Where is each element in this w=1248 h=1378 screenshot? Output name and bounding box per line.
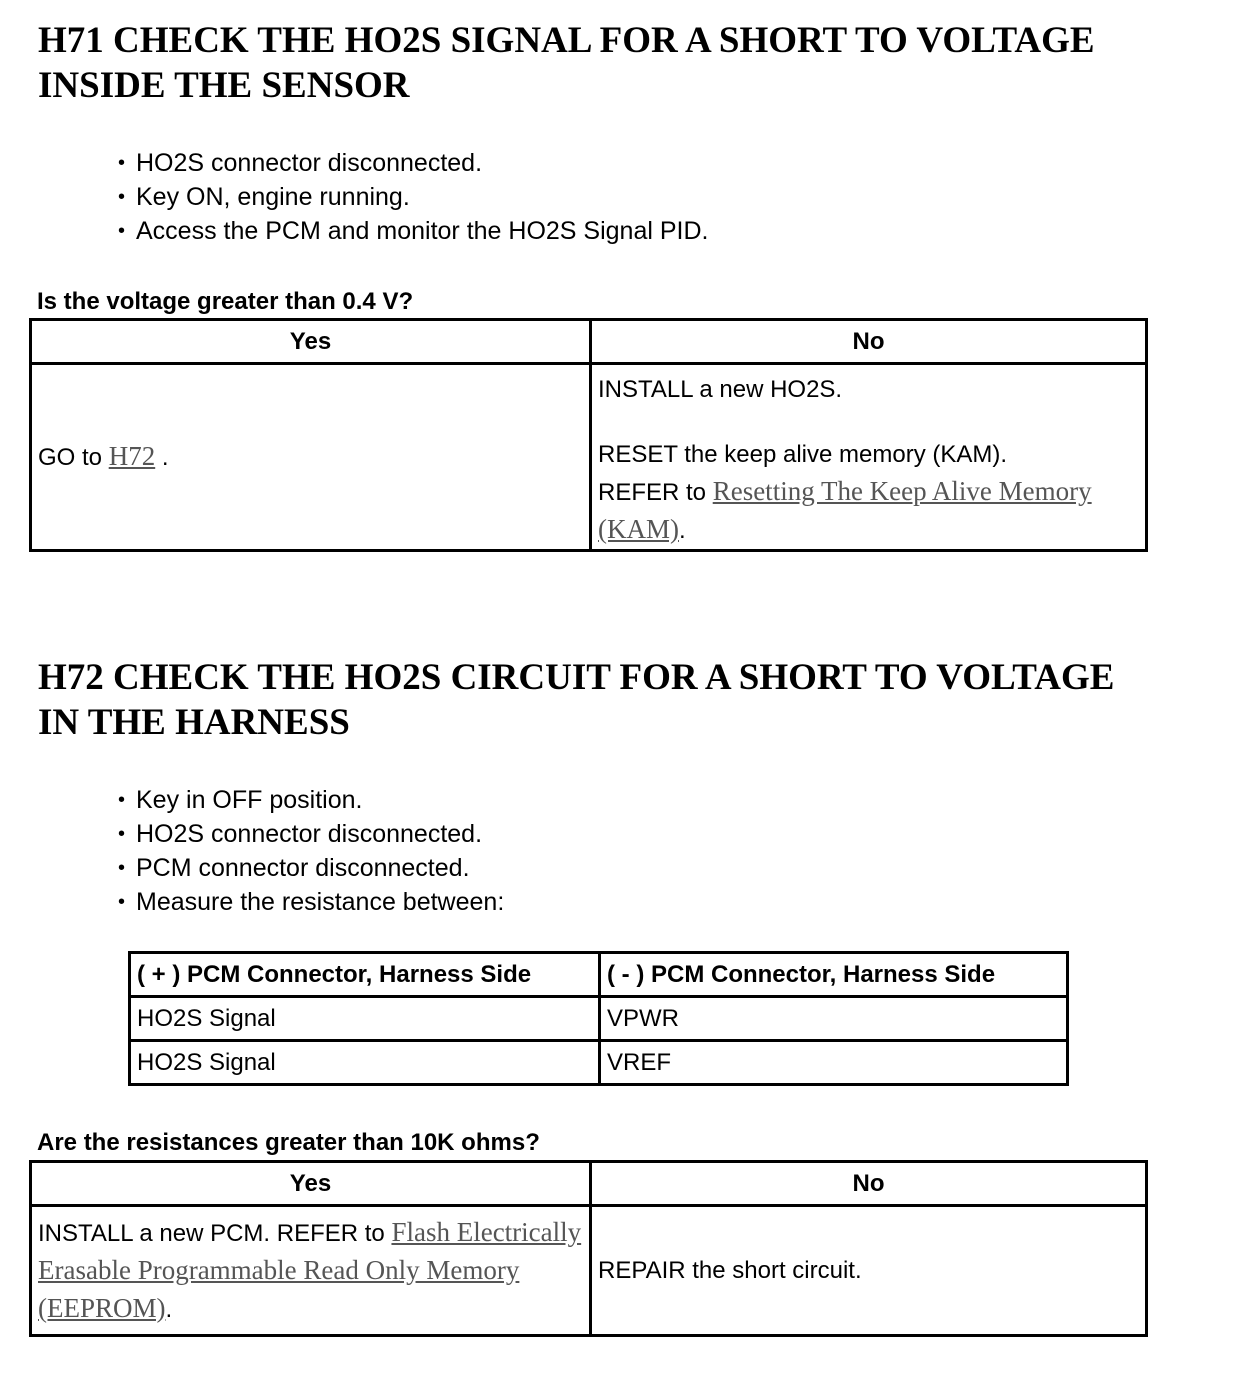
h71-bullet-list [118,146,708,248]
period: . [165,1295,173,1323]
h72-bullet-list [118,783,504,919]
h71-heading-line2: INSIDE THE SENSOR [38,65,410,106]
list-item: • PCM connector disconnected. [118,851,504,885]
go-to-label: GO to [38,444,103,471]
table-row [130,997,1068,1041]
h72-yes-no-table [29,1160,1148,1337]
h72-no-cell: REPAIR the short circuit. [591,1206,1147,1336]
measure-table [128,951,1069,1086]
table-header-negative: ( - ) PCM Connector, Harness Side [600,953,1068,997]
h71-heading-line1: H71 CHECK THE HO2S SIGNAL FOR A SHORT TO VOLTAGE [38,20,1095,61]
resetting-kam-link[interactable]: Resetting The Keep Alive Memory (KAM) [598,476,1092,544]
no-header: No [591,320,1147,364]
h71-heading [38,18,1095,108]
list-item: • HO2S connector disconnected. [118,817,504,851]
yes-header: Yes [31,1162,591,1206]
period: . [679,517,686,544]
yes-header: Yes [31,320,591,364]
list-item: • Key ON, engine running. [118,180,708,214]
h72-heading [38,655,1114,745]
refer-to-label: REFER to [598,479,707,506]
table-cell: HO2S Signal [130,997,600,1041]
h71-yes-no-table [29,318,1148,552]
table-cell: VPWR [600,997,1068,1041]
install-pcm-text: INSTALL a new PCM. REFER to [38,1219,385,1247]
table-row [130,1041,1068,1085]
table-cell: HO2S Signal [130,1041,600,1085]
no-header: No [591,1162,1147,1206]
table-header-positive: ( + ) PCM Connector, Harness Side [130,953,600,997]
list-item: • Measure the resistance between: [118,885,504,919]
reset-kam-text: RESET the keep alive memory (KAM). [598,441,1008,468]
install-ho2s-text: INSTALL a new HO2S. [598,376,843,403]
h71-no-cell [591,364,1147,551]
list-item: • Key in OFF position. [118,783,504,817]
h72-question: Are the resistances greater than 10K ohms? [37,1129,540,1156]
h71-question: Is the voltage greater than 0.4 V? [37,288,414,315]
period: . [161,444,169,471]
h72-heading-line1: H72 CHECK THE HO2S CIRCUIT FOR A SHORT TO VOLTAGE [38,657,1115,698]
h72-yes-cell [31,1206,591,1336]
list-item: • Access the PCM and monitor the HO2S Signal PID. [118,214,708,248]
h71-yes-cell [31,364,591,551]
h72-link[interactable]: H72 [108,441,156,471]
table-cell: VREF [600,1041,1068,1085]
flash-eeprom-link[interactable]: Flash Electrically Erasable Programmable Read Only Memory (EEPROM) [38,1216,582,1323]
h72-heading-line2: IN THE HARNESS [38,702,350,743]
list-item: • HO2S connector disconnected. [118,146,708,180]
